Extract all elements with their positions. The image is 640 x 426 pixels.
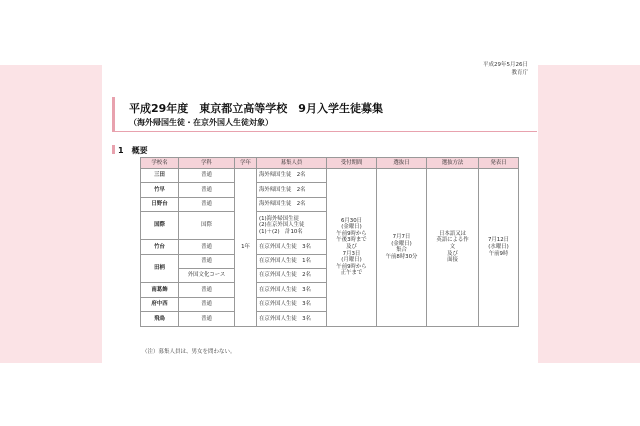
grade-cell: 1年 (235, 169, 257, 327)
recruitment-table (140, 157, 519, 327)
issuing-org: 教育庁 (511, 70, 528, 76)
dept-cell: 普通 (179, 240, 235, 254)
issue-date-block (483, 61, 528, 77)
school-name: 飛鳥 (141, 312, 179, 326)
selection-method-cell: 日本語又は 英語による作 文 及び 面接 (427, 169, 479, 327)
quota-cell: 海外帰国生徒 2名 (257, 169, 327, 183)
col-announce: 発表日 (479, 158, 519, 169)
announce-cell: 7月12日 (水曜日) 午前9時 (479, 169, 519, 327)
dept-cell: 国際 (179, 212, 235, 240)
selection-date-cell: 7月7日 (金曜日) 集合 午前8時30分 (377, 169, 427, 327)
col-grade: 学年 (235, 158, 257, 169)
dept-cell: 普通 (179, 183, 235, 197)
dept-cell: 普通 (179, 254, 235, 268)
school-name: 日野台 (141, 197, 179, 211)
school-name: 府中西 (141, 297, 179, 311)
dept-cell: 普通 (179, 169, 235, 183)
school-name: 竹台 (141, 240, 179, 254)
section-marker (112, 145, 115, 154)
col-dept: 学科 (179, 158, 235, 169)
dept-cell: 外国文化コース (179, 268, 235, 282)
school-name: 三田 (141, 169, 179, 183)
section-heading: 1 概要 (118, 146, 148, 155)
reception-cell: 6月30日 (金曜日) 午前9時から 午後3時まで 及び 7月3日 (月曜日) 午前9時から 正午まで (327, 169, 377, 327)
page-title: 平成29年度 東京都立高等学校 9月入学生徒募集 (129, 102, 383, 115)
table-header-row (141, 158, 519, 169)
col-quota: 募集人員 (257, 158, 327, 169)
quota-cell: 在京外国人生徒 3名 (257, 283, 327, 297)
quota-cell: 在京外国人生徒 3名 (257, 297, 327, 311)
footnote: （注）募集人員は、男女を問わない。 (142, 349, 236, 355)
issue-date: 平成29年5月26日 (483, 62, 528, 68)
dept-cell: 普通 (179, 312, 235, 326)
school-name: 竹早 (141, 183, 179, 197)
col-selection-date: 選抜日 (377, 158, 427, 169)
quota-cell: 在京外国人生徒 3名 (257, 312, 327, 326)
col-reception: 受付期間 (327, 158, 377, 169)
document-page (102, 57, 538, 367)
quota-cell: 海外帰国生徒 2名 (257, 197, 327, 211)
dept-cell: 普通 (179, 297, 235, 311)
col-selection-method: 選抜方法 (427, 158, 479, 169)
quota-cell: 在京外国人生徒 3名 (257, 240, 327, 254)
dept-cell: 普通 (179, 283, 235, 297)
school-name: 南葛飾 (141, 283, 179, 297)
quota-cell: 海外帰国生徒 2名 (257, 183, 327, 197)
school-name: 田柄 (141, 254, 179, 283)
quota-cell: (1)海外帰国生徒 (2)在京外国人生徒 (1)＋(2) 計10名 (257, 212, 327, 240)
quota-cell: 在京外国人生徒 1名 (257, 254, 327, 268)
quota-cell: 在京外国人生徒 2名 (257, 268, 327, 282)
table-row (141, 169, 519, 183)
school-name: 国際 (141, 212, 179, 240)
col-school: 学校名 (141, 158, 179, 169)
dept-cell: 普通 (179, 197, 235, 211)
page-subtitle: （海外帰国生徒・在京外国人生徒対象） (129, 118, 273, 127)
title-box (112, 97, 537, 132)
